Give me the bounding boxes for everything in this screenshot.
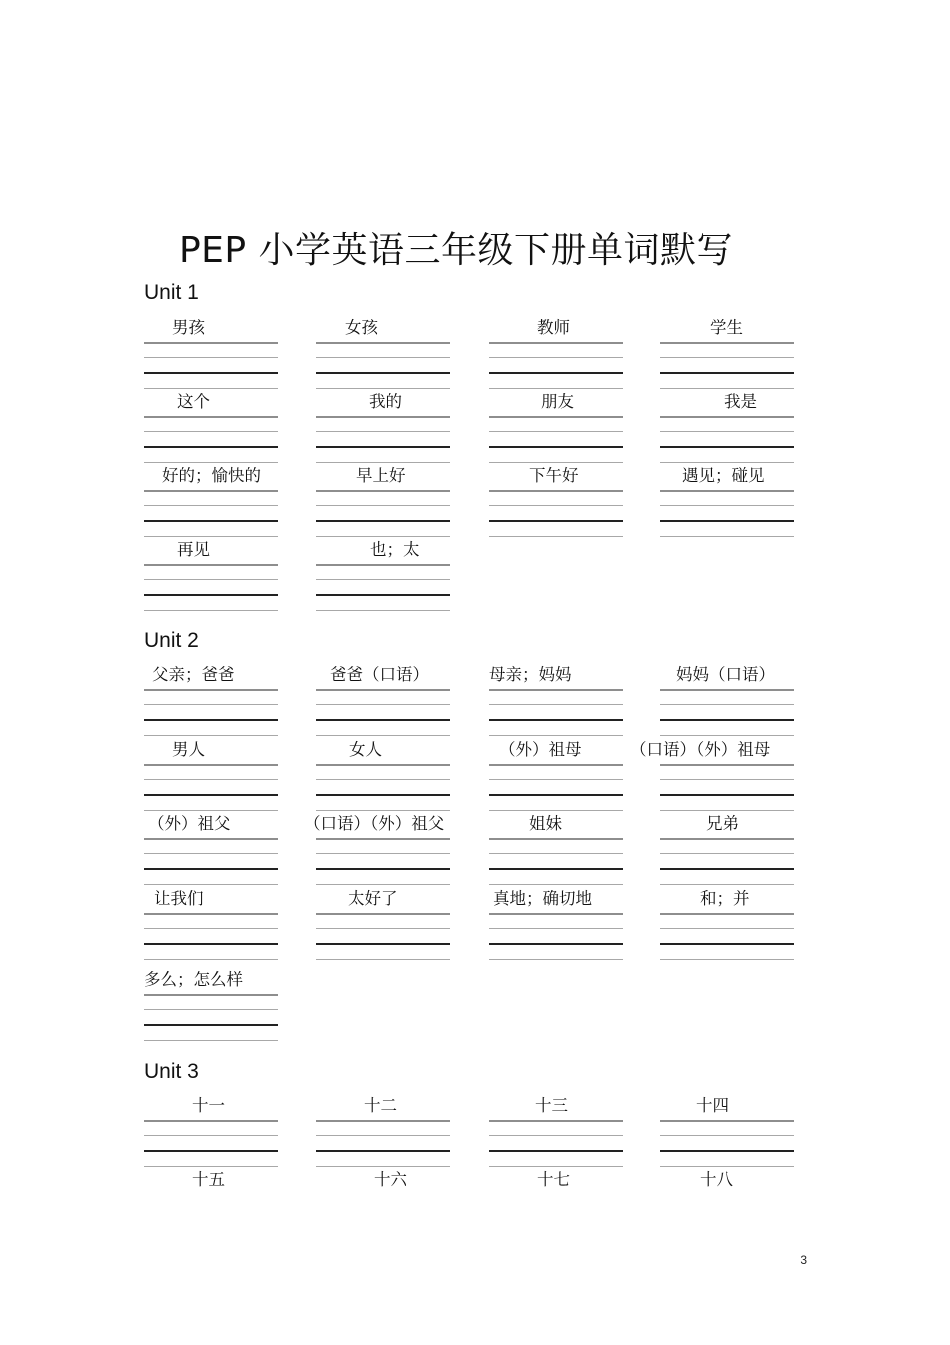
page-title: PEP 小学英语三年级下册单词默写 bbox=[178, 230, 734, 271]
word-cell bbox=[316, 887, 450, 971]
writing-line[interactable] bbox=[489, 838, 623, 840]
chinese-word: 朋友 bbox=[541, 392, 574, 411]
word-cell bbox=[144, 1168, 278, 1252]
writing-line[interactable] bbox=[489, 810, 623, 811]
writing-line[interactable] bbox=[144, 689, 278, 691]
writing-line[interactable] bbox=[489, 1166, 623, 1167]
word-cell bbox=[660, 390, 794, 474]
writing-line[interactable] bbox=[660, 1120, 794, 1122]
writing-line[interactable] bbox=[316, 704, 450, 705]
word-cell bbox=[316, 390, 450, 474]
word-cell bbox=[660, 1168, 794, 1252]
chinese-word: 十五 bbox=[192, 1170, 225, 1189]
word-cell bbox=[144, 538, 278, 622]
word-cell bbox=[144, 316, 278, 400]
chinese-word: 这个 bbox=[177, 392, 210, 411]
writing-line[interactable] bbox=[489, 446, 623, 448]
writing-line[interactable] bbox=[144, 520, 278, 522]
word-cell bbox=[144, 390, 278, 474]
writing-line[interactable] bbox=[316, 446, 450, 448]
writing-line[interactable] bbox=[144, 505, 278, 506]
writing-line[interactable] bbox=[660, 520, 794, 522]
writing-line[interactable] bbox=[489, 462, 623, 463]
word-cell bbox=[144, 968, 278, 1052]
chinese-word: 再见 bbox=[177, 540, 210, 559]
word-cell bbox=[489, 738, 623, 822]
word-cell bbox=[660, 1094, 794, 1178]
writing-line[interactable] bbox=[489, 357, 623, 358]
writing-line[interactable] bbox=[144, 810, 278, 811]
writing-line[interactable] bbox=[660, 810, 794, 811]
writing-line[interactable] bbox=[144, 868, 278, 870]
chinese-word: 我的 bbox=[369, 392, 402, 411]
writing-line[interactable] bbox=[660, 490, 794, 492]
writing-line[interactable] bbox=[144, 1120, 278, 1122]
writing-line[interactable] bbox=[144, 704, 278, 705]
writing-line[interactable] bbox=[144, 342, 278, 344]
unit-heading: Unit 3 bbox=[144, 1060, 199, 1083]
word-cell bbox=[489, 1168, 623, 1252]
word-cell bbox=[144, 887, 278, 971]
writing-line[interactable] bbox=[489, 416, 623, 418]
chinese-word: 也；太 bbox=[370, 540, 420, 559]
writing-line[interactable] bbox=[489, 505, 623, 506]
writing-line[interactable] bbox=[316, 779, 450, 780]
writing-line[interactable] bbox=[144, 462, 278, 463]
writing-line[interactable] bbox=[144, 416, 278, 418]
chinese-word: 学生 bbox=[710, 318, 743, 337]
writing-line[interactable] bbox=[144, 794, 278, 796]
chinese-word: 遇见；碰见 bbox=[682, 466, 765, 485]
writing-line[interactable] bbox=[489, 928, 623, 929]
chinese-word: 教师 bbox=[537, 318, 570, 337]
writing-line[interactable] bbox=[489, 689, 623, 691]
writing-line[interactable] bbox=[660, 794, 794, 796]
writing-line[interactable] bbox=[316, 610, 450, 611]
chinese-word: 我是 bbox=[724, 392, 757, 411]
writing-line[interactable] bbox=[660, 959, 794, 960]
writing-line[interactable] bbox=[144, 913, 278, 915]
word-cell bbox=[144, 464, 278, 548]
chinese-word: 太好了 bbox=[348, 889, 398, 908]
writing-line[interactable] bbox=[660, 868, 794, 870]
writing-line[interactable] bbox=[660, 505, 794, 506]
writing-line[interactable] bbox=[489, 959, 623, 960]
writing-line[interactable] bbox=[489, 943, 623, 945]
writing-line[interactable] bbox=[144, 764, 278, 766]
writing-line[interactable] bbox=[316, 689, 450, 691]
chinese-word: 妈妈（口语） bbox=[676, 665, 775, 684]
writing-line[interactable] bbox=[316, 884, 450, 885]
chinese-word: 女人 bbox=[349, 740, 382, 759]
writing-line[interactable] bbox=[489, 1120, 623, 1122]
writing-line[interactable] bbox=[316, 520, 450, 522]
writing-line[interactable] bbox=[316, 1166, 450, 1167]
writing-line[interactable] bbox=[489, 853, 623, 854]
writing-line[interactable] bbox=[144, 564, 278, 566]
writing-line[interactable] bbox=[489, 1135, 623, 1136]
chinese-word: （口语）（外）祖母 bbox=[630, 740, 771, 759]
writing-line[interactable] bbox=[660, 853, 794, 854]
writing-line[interactable] bbox=[316, 764, 450, 766]
writing-line[interactable] bbox=[316, 838, 450, 840]
writing-line[interactable] bbox=[316, 719, 450, 721]
writing-line[interactable] bbox=[144, 357, 278, 358]
word-cell bbox=[489, 1094, 623, 1178]
writing-line[interactable] bbox=[316, 505, 450, 506]
chinese-word: 真地；确切地 bbox=[493, 889, 592, 908]
word-cell bbox=[489, 390, 623, 474]
writing-line[interactable] bbox=[316, 1135, 450, 1136]
writing-line[interactable] bbox=[660, 719, 794, 721]
writing-line[interactable] bbox=[489, 884, 623, 885]
word-cell bbox=[316, 464, 450, 548]
writing-line[interactable] bbox=[316, 913, 450, 915]
chinese-word: （外）祖父 bbox=[148, 814, 231, 833]
chinese-word: （外）祖母 bbox=[499, 740, 582, 759]
writing-line[interactable] bbox=[316, 1150, 450, 1152]
writing-line[interactable] bbox=[144, 1009, 278, 1010]
word-cell bbox=[489, 663, 623, 747]
writing-line[interactable] bbox=[144, 579, 278, 580]
writing-line[interactable] bbox=[660, 943, 794, 945]
chinese-word: 姐妹 bbox=[529, 814, 562, 833]
chinese-word: 十六 bbox=[374, 1170, 407, 1189]
word-cell bbox=[489, 316, 623, 400]
writing-line[interactable] bbox=[316, 579, 450, 580]
writing-line[interactable] bbox=[144, 1166, 278, 1167]
writing-line[interactable] bbox=[316, 536, 450, 537]
writing-line[interactable] bbox=[144, 431, 278, 432]
writing-line[interactable] bbox=[660, 779, 794, 780]
writing-line[interactable] bbox=[660, 884, 794, 885]
chinese-word: 兄弟 bbox=[706, 814, 739, 833]
word-cell bbox=[144, 663, 278, 747]
word-cell bbox=[489, 812, 623, 896]
word-cell bbox=[144, 812, 278, 896]
writing-line[interactable] bbox=[316, 1120, 450, 1122]
chinese-word: 和；并 bbox=[700, 889, 750, 908]
chinese-word: 十七 bbox=[537, 1170, 570, 1189]
writing-line[interactable] bbox=[144, 779, 278, 780]
writing-line[interactable] bbox=[144, 610, 278, 611]
writing-line[interactable] bbox=[316, 416, 450, 418]
writing-line[interactable] bbox=[489, 735, 623, 736]
writing-line[interactable] bbox=[489, 372, 623, 374]
writing-line[interactable] bbox=[316, 564, 450, 566]
chinese-word: 多么；怎么样 bbox=[144, 970, 243, 989]
word-cell bbox=[489, 887, 623, 971]
chinese-word: 男孩 bbox=[172, 318, 205, 337]
word-cell bbox=[316, 663, 450, 747]
chinese-word: 父亲；爸爸 bbox=[152, 665, 235, 684]
writing-line[interactable] bbox=[316, 853, 450, 854]
word-cell bbox=[144, 1094, 278, 1178]
writing-line[interactable] bbox=[144, 959, 278, 960]
writing-line[interactable] bbox=[660, 388, 794, 389]
writing-line[interactable] bbox=[316, 490, 450, 492]
writing-line[interactable] bbox=[316, 868, 450, 870]
unit-heading: Unit 2 bbox=[144, 629, 199, 652]
writing-line[interactable] bbox=[316, 357, 450, 358]
chinese-word: 母亲；妈妈 bbox=[489, 665, 572, 684]
writing-line[interactable] bbox=[489, 868, 623, 870]
writing-line[interactable] bbox=[316, 959, 450, 960]
chinese-word: （口语）（外）祖父 bbox=[304, 814, 445, 833]
writing-line[interactable] bbox=[660, 357, 794, 358]
writing-line[interactable] bbox=[660, 416, 794, 418]
word-cell bbox=[316, 538, 450, 622]
writing-line[interactable] bbox=[144, 853, 278, 854]
writing-line[interactable] bbox=[489, 536, 623, 537]
writing-line[interactable] bbox=[144, 735, 278, 736]
chinese-word: 好的；愉快的 bbox=[162, 466, 261, 485]
chinese-word: 十三 bbox=[535, 1096, 568, 1115]
unit-heading: Unit 1 bbox=[144, 281, 199, 304]
word-cell bbox=[660, 663, 794, 747]
writing-line[interactable] bbox=[316, 431, 450, 432]
writing-line[interactable] bbox=[144, 372, 278, 374]
chinese-word: 女孩 bbox=[345, 318, 378, 337]
writing-line[interactable] bbox=[144, 994, 278, 996]
writing-line[interactable] bbox=[660, 372, 794, 374]
writing-line[interactable] bbox=[144, 943, 278, 945]
word-cell bbox=[304, 812, 450, 896]
writing-line[interactable] bbox=[144, 928, 278, 929]
word-cell bbox=[489, 464, 623, 548]
word-cell bbox=[316, 316, 450, 400]
writing-line[interactable] bbox=[660, 1150, 794, 1152]
writing-line[interactable] bbox=[144, 884, 278, 885]
chinese-word: 爸爸（口语） bbox=[330, 665, 429, 684]
writing-line[interactable] bbox=[660, 342, 794, 344]
writing-line[interactable] bbox=[660, 735, 794, 736]
writing-line[interactable] bbox=[660, 689, 794, 691]
writing-line[interactable] bbox=[316, 735, 450, 736]
chinese-word: 让我们 bbox=[154, 889, 204, 908]
writing-line[interactable] bbox=[316, 342, 450, 344]
writing-line[interactable] bbox=[144, 388, 278, 389]
writing-line[interactable] bbox=[144, 719, 278, 721]
writing-line[interactable] bbox=[489, 388, 623, 389]
writing-line[interactable] bbox=[316, 794, 450, 796]
writing-line[interactable] bbox=[489, 1150, 623, 1152]
chinese-word: 十一 bbox=[192, 1096, 225, 1115]
word-cell bbox=[660, 887, 794, 971]
writing-line[interactable] bbox=[489, 520, 623, 522]
word-cell bbox=[316, 738, 450, 822]
word-cell bbox=[660, 316, 794, 400]
word-cell bbox=[316, 1168, 450, 1252]
writing-line[interactable] bbox=[660, 431, 794, 432]
chinese-word: 十二 bbox=[364, 1096, 397, 1115]
writing-line[interactable] bbox=[660, 764, 794, 766]
word-cell bbox=[630, 738, 794, 822]
writing-line[interactable] bbox=[489, 794, 623, 796]
writing-line[interactable] bbox=[144, 1040, 278, 1041]
writing-line[interactable] bbox=[660, 704, 794, 705]
writing-line[interactable] bbox=[489, 704, 623, 705]
writing-line[interactable] bbox=[144, 446, 278, 448]
writing-line[interactable] bbox=[489, 431, 623, 432]
writing-line[interactable] bbox=[144, 1135, 278, 1136]
chinese-word: 男人 bbox=[172, 740, 205, 759]
writing-line[interactable] bbox=[144, 838, 278, 840]
writing-line[interactable] bbox=[660, 838, 794, 840]
writing-line[interactable] bbox=[144, 490, 278, 492]
writing-line[interactable] bbox=[144, 1150, 278, 1152]
writing-line[interactable] bbox=[489, 719, 623, 721]
page-number: 3 bbox=[800, 1253, 807, 1267]
writing-line[interactable] bbox=[144, 1024, 278, 1026]
chinese-word: 十四 bbox=[696, 1096, 729, 1115]
word-cell bbox=[660, 464, 794, 548]
writing-line[interactable] bbox=[316, 928, 450, 929]
writing-line[interactable] bbox=[316, 462, 450, 463]
writing-line[interactable] bbox=[316, 943, 450, 945]
word-cell bbox=[144, 738, 278, 822]
chinese-word: 早上好 bbox=[356, 466, 406, 485]
writing-line[interactable] bbox=[660, 1135, 794, 1136]
writing-line[interactable] bbox=[660, 446, 794, 448]
writing-line[interactable] bbox=[489, 779, 623, 780]
writing-line[interactable] bbox=[489, 913, 623, 915]
writing-line[interactable] bbox=[489, 490, 623, 492]
writing-line[interactable] bbox=[316, 594, 450, 596]
writing-line[interactable] bbox=[316, 810, 450, 811]
writing-line[interactable] bbox=[660, 928, 794, 929]
word-cell bbox=[316, 1094, 450, 1178]
writing-line[interactable] bbox=[660, 1166, 794, 1167]
writing-line[interactable] bbox=[144, 536, 278, 537]
writing-line[interactable] bbox=[489, 342, 623, 344]
writing-line[interactable] bbox=[316, 388, 450, 389]
chinese-word: 下午好 bbox=[529, 466, 579, 485]
writing-line[interactable] bbox=[144, 594, 278, 596]
writing-line[interactable] bbox=[660, 913, 794, 915]
word-cell bbox=[660, 812, 794, 896]
chinese-word: 十八 bbox=[700, 1170, 733, 1189]
writing-line[interactable] bbox=[316, 372, 450, 374]
writing-line[interactable] bbox=[660, 536, 794, 537]
writing-line[interactable] bbox=[660, 462, 794, 463]
writing-line[interactable] bbox=[489, 764, 623, 766]
